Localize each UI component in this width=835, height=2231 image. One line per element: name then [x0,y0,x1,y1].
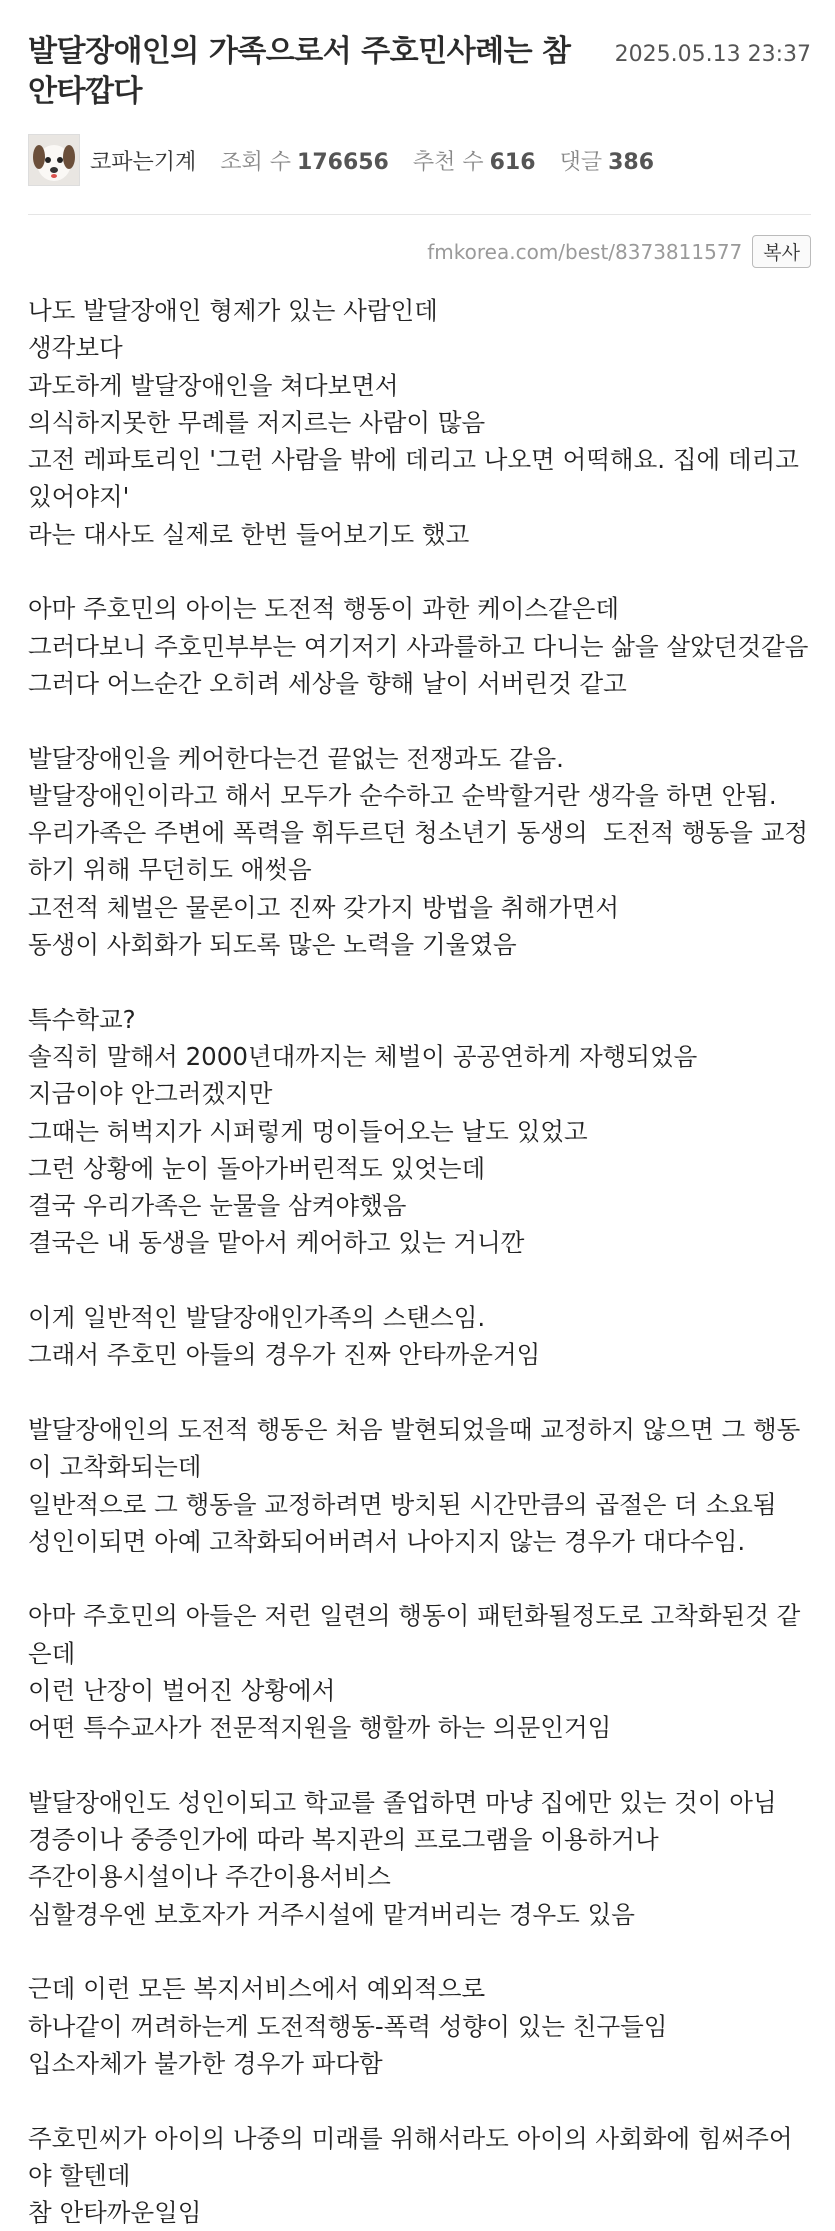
paragraph-break [28,963,811,1000]
body-line: 그래서 주호민 아들의 경우가 진짜 안타까운거임 [28,1340,541,1370]
body-line: 어떤 특수교사가 전문적지원을 행할까 하는 의문인거임 [28,1713,612,1743]
body-line: 발달장애인의 도전적 행동은 처음 발현되었을때 교정하지 않으면 그 행동 [28,1414,801,1444]
post-body [28,292,811,2231]
body-line: 의식하지못한 무례를 저지르는 사람이 많음 [28,407,486,437]
body-line: 지금이야 안그러겠지만 [28,1079,273,1109]
body-line: 하기 위해 무던히도 애썻음 [28,855,312,885]
body-line: 야 할텐데 [28,2160,131,2190]
body-line: 그러다 어느순간 오히려 세상을 향해 날이 서버린것 같고 [28,668,627,698]
body-line: 있어야지' [28,482,130,512]
paragraph-break [28,1374,811,1411]
author-name[interactable]: 코파는기계 [90,149,197,175]
body-line: 동생이 사회화가 되도록 많은 노력을 기울였음 [28,930,517,960]
paragraph-break [28,1933,811,1970]
url-row [28,235,811,268]
likes-count: 616 [489,149,536,175]
body-line: 고전적 체벌은 물론이고 진짜 갖가지 방법을 취해가면서 [28,892,620,922]
avatar[interactable] [28,134,80,186]
body-line: 그러다보니 주호민부부는 여기저기 사과를하고 다니는 삶을 살았던것같음 [28,631,809,661]
body-line: 라는 대사도 실제로 한번 들어보기도 했고 [28,519,470,549]
body-line: 입소자체가 불가한 경우가 파다함 [28,2048,383,2078]
body-line: 참 안타까운일임 [28,2198,202,2228]
paragraph-break [28,1747,811,1784]
views-count: 176656 [297,149,389,175]
body-line: 주호민씨가 아이의 나중의 미래를 위해서라도 아이의 사회화에 힘써주어 [28,2123,793,2153]
comments-count: 386 [608,149,655,175]
body-line: 성인이되면 아예 고착화되어버려서 나아지지 않는 경우가 대다수임. [28,1526,746,1556]
body-line: 그런 상황에 눈이 돌아가버린적도 있엇는데 [28,1153,486,1183]
paragraph-break [28,702,811,739]
copy-url-button[interactable]: 복사 [752,235,811,268]
body-line: 은데 [28,1638,76,1668]
body-line: 과도하게 발달장애인을 쳐다보면서 [28,370,399,400]
body-line: 심할경우엔 보호자가 거주시설에 맡겨버리는 경우도 있음 [28,1899,635,1929]
comments-stat[interactable] [560,145,654,176]
post-date: 2025.05.13 23:37 [614,42,811,67]
body-line: 아마 주호민의 아들은 저런 일련의 행동이 패턴화될정도로 고착화된것 같 [28,1601,801,1631]
body-line: 발달장애인도 성인이되고 학교를 졸업하면 마냥 집에만 있는 것이 아님 [28,1787,777,1817]
body-line: 이 고착화되는데 [28,1452,202,1482]
dog-avatar-icon [29,135,79,185]
body-line: 하나같이 꺼려하는게 도전적행동-폭력 성향이 있는 친구들임 [28,2011,668,2041]
views-label: 조회 수 [220,149,292,175]
body-line: 결국 우리가족은 눈물을 삼켜야했음 [28,1191,407,1221]
body-line: 우리가족은 주변에 폭력을 휘두르던 청소년기 동생의 도전적 행동을 교정 [28,818,809,848]
body-line: 나도 발달장애인 형제가 있는 사람인데 [28,296,438,325]
body-line: 경증이나 중증인가에 따라 복지관의 프로그램을 이용하거나 [28,1825,659,1855]
post-title: 발달장애인의 가족으로서 주호민사례는 참 안타깝다 [28,34,571,109]
body-line: 이런 난장이 벌어진 상황에서 [28,1675,336,1705]
paragraph-break [28,1560,811,1597]
post-header [28,32,811,112]
body-line: 특수학교? [28,1004,136,1034]
paragraph-break [28,2082,811,2119]
body-line: 발달장애인이라고 해서 모두가 순수하고 순박할거란 생각을 하면 안됨. [28,780,777,810]
paragraph-break [28,1262,811,1299]
likes-label: 추천 수 [412,149,484,175]
views-stat [220,145,389,176]
body-line: 이게 일반적인 발달장애인가족의 스탠스임. [28,1303,486,1333]
comments-label: 댓글 [559,149,603,175]
post-url[interactable]: fmkorea.com/best/8373811577 [427,239,743,264]
body-line: 근데 이런 모든 복지서비스에서 예외적으로 [28,1974,486,2004]
likes-stat [413,145,536,176]
paragraph-break [28,553,811,590]
body-line: 고전 레파토리인 '그런 사람을 밖에 데리고 나오면 어떡해요. 집에 데리고 [28,445,799,475]
body-line: 결국은 내 동생을 맡아서 케어하고 있는 거니깐 [28,1228,525,1258]
body-line: 주간이용시설이나 주간이용서비스 [28,1862,391,1892]
body-line: 솔직히 말해서 2000년대까지는 체벌이 공공연하게 자행되었음 [28,1041,698,1071]
body-line: 일반적으로 그 행동을 교정하려면 방치된 시간만큼의 곱절은 더 소요됨 [28,1489,777,1519]
body-line: 그때는 허벅지가 시퍼렇게 멍이들어오는 날도 있었고 [28,1116,588,1146]
header-divider [28,214,811,215]
body-line: 발달장애인을 케어한다는건 끝없는 전쟁과도 같음. [28,743,564,773]
body-line: 아마 주호민의 아이는 도전적 행동이 과한 케이스같은데 [28,594,620,624]
post-meta [28,132,811,188]
body-line: 생각보다 [28,333,123,363]
